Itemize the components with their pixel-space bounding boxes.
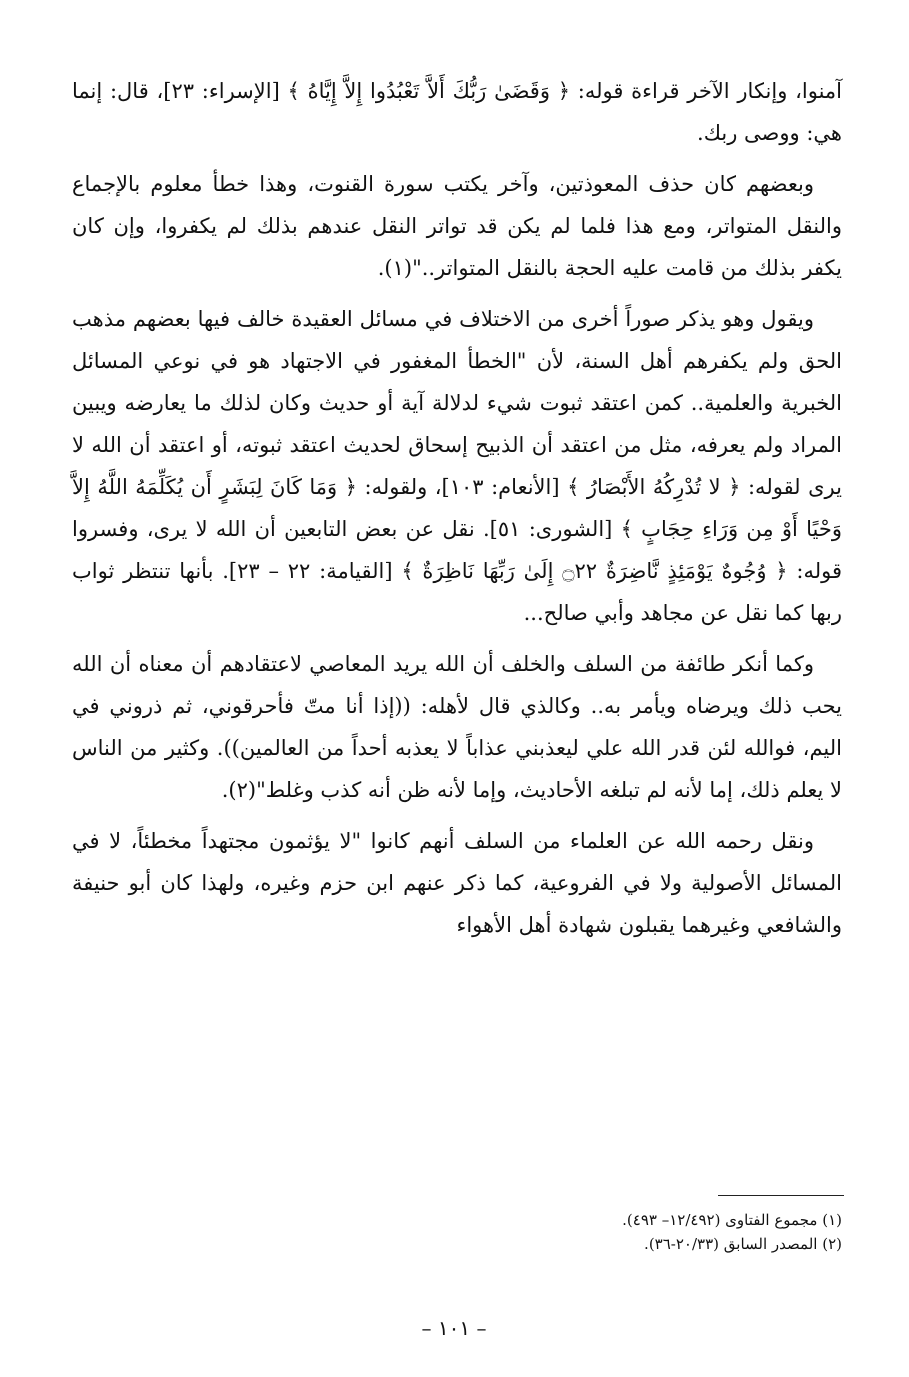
paragraph-3: ويقول وهو يذكر صوراً أخرى من الاختلاف في مسائل العقيدة خالف فيها بعضهم مذهب الحق ولم يكفرهم أهل السنة، لأن "الخطأ المغفور في الاجتهاد هو في نوعي المسائل الخبرية والعلمية.. كمن اعتقد ثبوت شيء لدلالة آية أو حديث وكان لذلك ما يعارضه ويبين المراد ولم يعرفه، مثل من اعتقد أن الذبيح إسحاق لحديث اعتقد ثبوته، أو اعتقد أن الله لا يرى لقوله: ﴿ لا تُدْرِكُهُ الأَبْصَارُ ﴾ [الأنعام: ١٠٣]، ولقوله: ﴿ وَمَا كَانَ لِبَشَرٍ أَن يُكَلِّمَهُ اللَّهُ إِلاَّ وَحْيًا أَوْ مِن وَرَاءِ حِجَابٍ ﴾ [الشورى: ٥١]. نقل عن بعض التابعين أن الله لا يرى، وفسروا قوله: ﴿ وُجُوهٌ يَوْمَئِذٍ نَّاضِرَةٌ ۝٢٢ إِلَىٰ رَبِّهَا نَاظِرَةٌ ﴾ [القيامة: ٢٢ – ٢٣]. بأنها تنتظر ثواب ربها كما نقل عن مجاهد وأبي صالح... [72,307,842,625]
page-number: – ١٠١ – [421,1316,487,1340]
paragraph-5: ونقل رحمه الله عن العلماء من السلف أنهم كانوا "لا يؤثمون مجتهداً مخطئاً، لا في المسائل الأصولية ولا في الفروعية، كما ذكر عنهم ابن حزم وغيره، ولهذا كان أبو حنيفة والشافعي وغيرهما يقبلون شهادة أهل الأهواء [72,829,842,937]
main-text [72,70,842,955]
footnotes [200,1208,842,1256]
footnote-divider [718,1195,844,1196]
footnote-1: (١) مجموع الفتاوى (١٢/٤٩٢– ٤٩٣). [622,1211,842,1229]
paragraph-2: وبعضهم كان حذف المعوذتين، وآخر يكتب سورة القنوت، وهذا خطأ معلوم بالإجماع والنقل المتواتر، ومع هذا فلما لم يكن قد تواتر النقل عندهم بذلك لم يكفروا، وإن كان يكفر بذلك من قامت عليه الحجة بالنقل المتواتر.."(١). [72,172,842,280]
footnote-2: (٢) المصدر السابق (٢٠/٣٣-٣٦). [644,1235,842,1253]
paragraph-1: آمنوا، وإنكار الآخر قراءة قوله: ﴿ وَقَضَىٰ رَبُّكَ أَلاَّ تَعْبُدُوا إِلاَّ إِيَّاهُ ﴾ [الإسراء: ٢٣]، قال: إنما هي: ووصى ربك. [72,79,842,145]
paragraph-4: وكما أنكر طائفة من السلف والخلف أن الله يريد المعاصي لاعتقادهم أن معناه أن الله يحب ذلك ويرضاه ويأمر به.. وكالذي قال لأهله: ((إذا أنا متّ فأحرقوني، ثم ذروني في اليم، فوالله لئن قدر الله علي ليعذبني عذاباً لا يعذبه أحداً من العالمين)). وكثير من الناس لا يعلم ذلك، إما لأنه لم تبلغه الأحاديث، وإما لأنه ظن أنه كذب وغلط"(٢). [72,652,842,802]
